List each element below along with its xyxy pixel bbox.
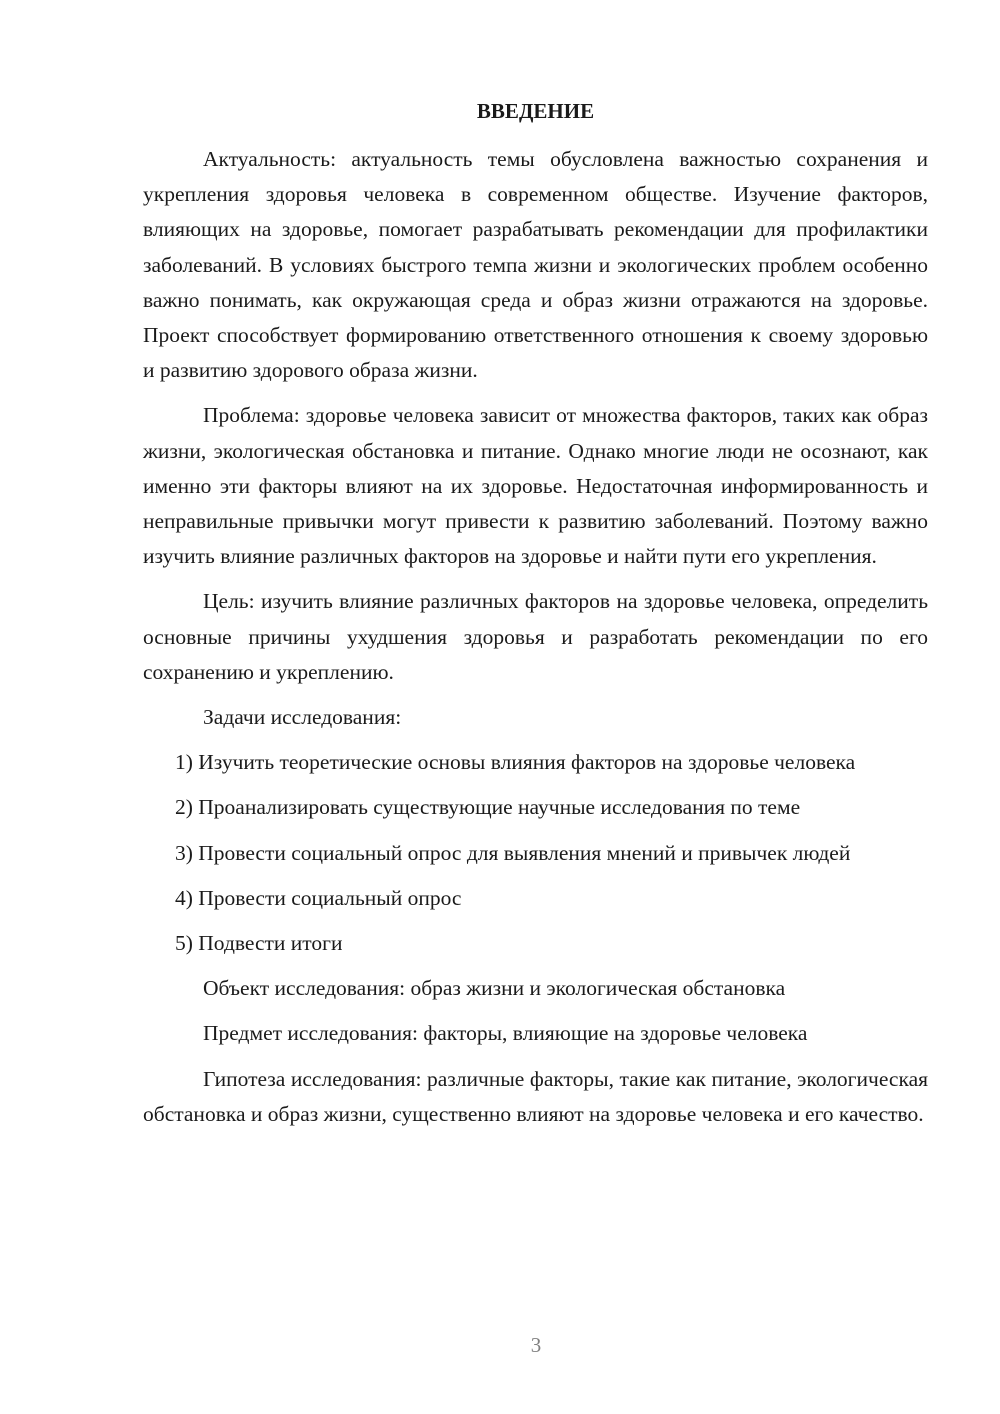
research-object-paragraph: Объект исследования: образ жизни и экологическая обстановка <box>203 976 786 1001</box>
research-subject-paragraph: Предмет исследования: факторы, влияющие на здоровье человека <box>203 1021 808 1046</box>
relevance-paragraph: Актуальность: актуальность темы обусловлена важностью сохранения и укрепления здоровья человека в современном обществе. Изучение факторов, влияющих на здоровье, помогает разрабатывать рекомендации для профилактики заболеваний. В условиях быстрого темпа жизни и экологических проблем особенно важно понимать, как окружающая среда и образ жизни отражаются на здоровье. Проект способствует формированию ответственного отношения к своему здоровью и развитию здорового образа жизни. <box>143 147 928 383</box>
task-item-1: 1) Изучить теоретические основы влияния факторов на здоровье человека <box>175 750 856 775</box>
document-page <box>143 96 928 1142</box>
hypothesis-paragraph: Гипотеза исследования: различные факторы, такие как питание, экологическая обстановка и образ жизни, существенно влияют на здоровье человека и его качество. <box>143 1066 928 1126</box>
task-item-5: 5) Подвести итоги <box>175 931 343 956</box>
page-number: 3 <box>530 1333 542 1357</box>
task-item-4: 4) Провести социальный опрос <box>175 885 462 910</box>
problem-paragraph: Проблема: здоровье человека зависит от множества факторов, таких как образ жизни, экологическая обстановка и питание. Однако многие люди не осознают, как именно эти факторы влияют на их здоровье. Недостаточная информированность и неправильные привычки могут привести к развитию заболеваний. Поэтому важно изучить влияние различных факторов на здоровье и найти пути его укрепления. <box>143 403 928 569</box>
task-item-3: 3) Провести социальный опрос для выявления мнений и привычек людей <box>175 840 851 865</box>
task-item-2: 2) Проанализировать существующие научные исследования по теме <box>175 795 801 820</box>
tasks-heading: Задачи исследования: <box>203 705 402 730</box>
goal-paragraph: Цель: изучить влияние различных факторов на здоровье человека, определить основные причины ухудшения здоровья и разработать рекомендации по его сохранению и укреплению. <box>143 589 928 684</box>
section-title: ВВЕДЕНИЕ <box>476 99 595 123</box>
